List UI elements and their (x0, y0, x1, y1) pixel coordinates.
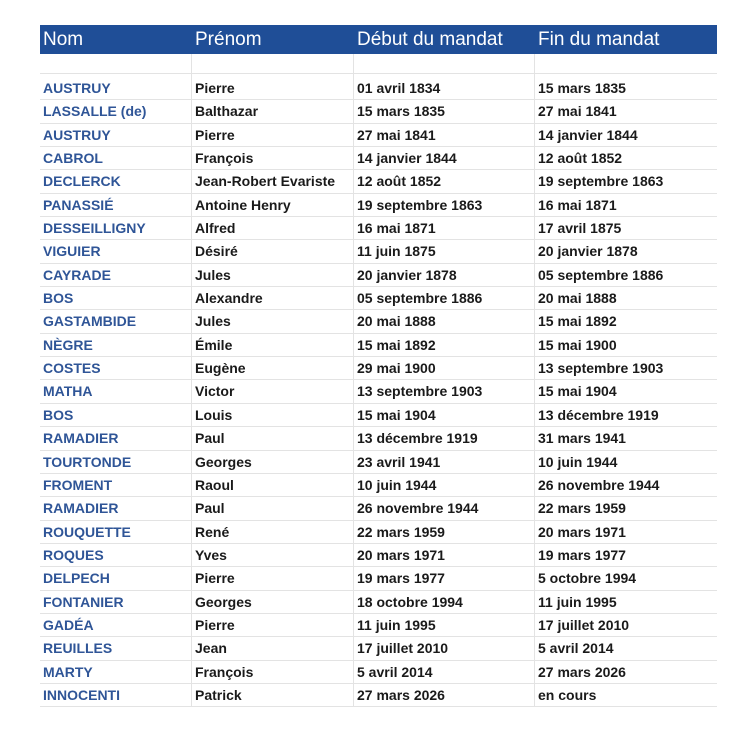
cell-debut: 20 mai 1888 (354, 310, 535, 332)
header-nom: Nom (43, 29, 84, 50)
cell-fin: 11 juin 1995 (538, 593, 617, 610)
table-row (40, 497, 717, 520)
header-debut: Début du mandat (357, 29, 503, 50)
cell-prenom: Antoine Henry (192, 194, 354, 216)
table-row (40, 380, 717, 403)
cell-fin: 13 septembre 1903 (538, 360, 664, 377)
cell-nom: DECLERCK (40, 170, 192, 192)
table-header (40, 25, 717, 54)
cell-prenom: Jean-Robert Evariste (192, 170, 354, 192)
cell-prenom: Jules (192, 310, 354, 332)
cell-fin: 22 mars 1959 (538, 500, 626, 517)
cell-prenom: Pierre (192, 614, 354, 636)
cell-fin: 17 avril 1875 (538, 220, 622, 237)
cell-nom: BOS (40, 287, 192, 309)
cell-fin: 20 mai 1888 (538, 290, 617, 307)
cell-debut: 15 mars 1835 (354, 100, 535, 122)
cell-fin: 20 janvier 1878 (538, 243, 638, 260)
cell-fin: 15 mars 1835 (538, 80, 626, 96)
cell-nom: AUSTRUY (40, 77, 192, 99)
cell-debut: 19 septembre 1863 (354, 194, 535, 216)
cell-prenom: Jean (192, 637, 354, 659)
cell-fin: 10 juin 1944 (538, 453, 618, 470)
cell-fin: 15 mai 1900 (538, 336, 617, 353)
cell-prenom: Balthazar (192, 100, 354, 122)
cell-prenom: Yves (192, 544, 354, 566)
cell-nom: FROMENT (40, 474, 192, 496)
cell-fin: 5 avril 2014 (538, 640, 614, 657)
table-row (40, 404, 717, 427)
cell-prenom: René (192, 521, 354, 543)
cell-prenom: Pierre (192, 567, 354, 589)
cell-fin: 19 septembre 1863 (538, 173, 664, 190)
cell-fin: 15 mai 1892 (538, 313, 617, 330)
cell-nom: INNOCENTI (40, 684, 192, 706)
table-row (40, 170, 717, 193)
cell-prenom: Alfred (192, 217, 354, 239)
cell-nom: REUILLES (40, 637, 192, 659)
table-row (40, 661, 717, 684)
cell-nom: AUSTRUY (40, 124, 192, 146)
cell-nom: MARTY (40, 661, 192, 683)
cell-prenom: Jules (192, 264, 354, 286)
cell-fin: 15 mai 1904 (538, 383, 617, 400)
cell-nom: BOS (40, 404, 192, 426)
cell-prenom: François (192, 147, 354, 169)
table-row (40, 474, 717, 497)
table-row (40, 427, 717, 450)
cell-debut: 11 juin 1875 (354, 240, 535, 262)
cell-fin: 31 mars 1941 (538, 430, 626, 447)
cell-debut: 20 janvier 1878 (354, 264, 535, 286)
cell-debut: 27 mai 1841 (354, 124, 535, 146)
cell-debut: 12 août 1852 (354, 170, 535, 192)
cell-prenom: Paul (192, 497, 354, 519)
cell-nom: MATHA (40, 380, 192, 402)
cell-debut: 5 avril 2014 (354, 661, 535, 683)
table-row (40, 147, 717, 170)
cell-debut: 01 avril 1834 (354, 77, 535, 99)
cell-prenom: Raoul (192, 474, 354, 496)
table-row (40, 637, 717, 660)
cell-debut: 27 mars 2026 (354, 684, 535, 706)
cell-fin: 13 décembre 1919 (538, 406, 659, 423)
table-row (40, 100, 717, 123)
cell-prenom: Désiré (192, 240, 354, 262)
cell-nom: PANASSIÉ (40, 194, 192, 216)
cell-nom: RAMADIER (40, 497, 192, 519)
mayors-table (40, 25, 717, 707)
table-row (40, 124, 717, 147)
blank-row (40, 54, 717, 74)
cell-prenom: Georges (192, 591, 354, 613)
cell-debut: 29 mai 1900 (354, 357, 535, 379)
cell-nom: NÈGRE (40, 334, 192, 356)
cell-fin: 19 mars 1977 (538, 546, 626, 563)
cell-nom: CAYRADE (40, 264, 192, 286)
cell-nom: FONTANIER (40, 591, 192, 613)
cell-nom: TOURTONDE (40, 451, 192, 473)
cell-debut: 20 mars 1971 (354, 544, 535, 566)
cell-fin: 27 mai 1841 (538, 103, 617, 120)
cell-debut: 18 octobre 1994 (354, 591, 535, 613)
cell-debut: 13 septembre 1903 (354, 380, 535, 402)
cell-debut: 11 juin 1995 (354, 614, 535, 636)
table-row (40, 591, 717, 614)
cell-debut: 14 janvier 1844 (354, 147, 535, 169)
cell-nom: ROUQUETTE (40, 521, 192, 543)
table-row (40, 451, 717, 474)
cell-fin: en cours (538, 686, 597, 703)
cell-fin: 12 août 1852 (538, 150, 623, 167)
table-row (40, 567, 717, 590)
cell-debut: 05 septembre 1886 (354, 287, 535, 309)
cell-fin: 20 mars 1971 (538, 523, 626, 540)
cell-prenom: Patrick (192, 684, 354, 706)
table-row (40, 264, 717, 287)
cell-prenom: Alexandre (192, 287, 354, 309)
cell-nom: COSTES (40, 357, 192, 379)
table-row (40, 240, 717, 263)
cell-prenom: Pierre (192, 77, 354, 99)
cell-debut: 19 mars 1977 (354, 567, 535, 589)
table-row (40, 77, 717, 100)
cell-debut: 15 mai 1904 (354, 404, 535, 426)
table-row (40, 334, 717, 357)
cell-nom: GASTAMBIDE (40, 310, 192, 332)
table-row (40, 217, 717, 240)
cell-fin: 14 janvier 1844 (538, 126, 638, 143)
cell-debut: 16 mai 1871 (354, 217, 535, 239)
cell-nom: GADÉA (40, 614, 192, 636)
cell-prenom: Pierre (192, 124, 354, 146)
table-body (40, 77, 717, 707)
cell-prenom: François (192, 661, 354, 683)
cell-debut: 10 juin 1944 (354, 474, 535, 496)
table-row (40, 287, 717, 310)
cell-debut: 26 novembre 1944 (354, 497, 535, 519)
cell-debut: 15 mai 1892 (354, 334, 535, 356)
cell-fin: 27 mars 2026 (538, 663, 626, 680)
cell-debut: 17 juillet 2010 (354, 637, 535, 659)
table-row (40, 310, 717, 333)
cell-prenom: Eugène (192, 357, 354, 379)
table-row (40, 521, 717, 544)
cell-nom: ROQUES (40, 544, 192, 566)
cell-nom: LASSALLE (de) (40, 100, 192, 122)
table-row (40, 544, 717, 567)
cell-prenom: Émile (192, 334, 354, 356)
cell-prenom: Paul (192, 427, 354, 449)
table-row (40, 684, 717, 707)
cell-nom: RAMADIER (40, 427, 192, 449)
cell-fin: 5 octobre 1994 (538, 570, 637, 587)
table-row (40, 194, 717, 217)
table-row (40, 357, 717, 380)
cell-debut: 13 décembre 1919 (354, 427, 535, 449)
cell-nom: DELPECH (40, 567, 192, 589)
cell-fin: 05 septembre 1886 (538, 266, 664, 283)
cell-fin: 17 juillet 2010 (538, 616, 630, 633)
table-row (40, 614, 717, 637)
header-fin: Fin du mandat (538, 29, 660, 50)
cell-prenom: Victor (192, 380, 354, 402)
cell-prenom: Louis (192, 404, 354, 426)
header-prenom: Prénom (195, 29, 262, 50)
cell-prenom: Georges (192, 451, 354, 473)
cell-fin: 26 novembre 1944 (538, 476, 660, 493)
cell-fin: 16 mai 1871 (538, 196, 617, 213)
cell-nom: VIGUIER (40, 240, 192, 262)
cell-debut: 22 mars 1959 (354, 521, 535, 543)
cell-nom: DESSEILLIGNY (40, 217, 192, 239)
cell-debut: 23 avril 1941 (354, 451, 535, 473)
cell-nom: CABROL (40, 147, 192, 169)
